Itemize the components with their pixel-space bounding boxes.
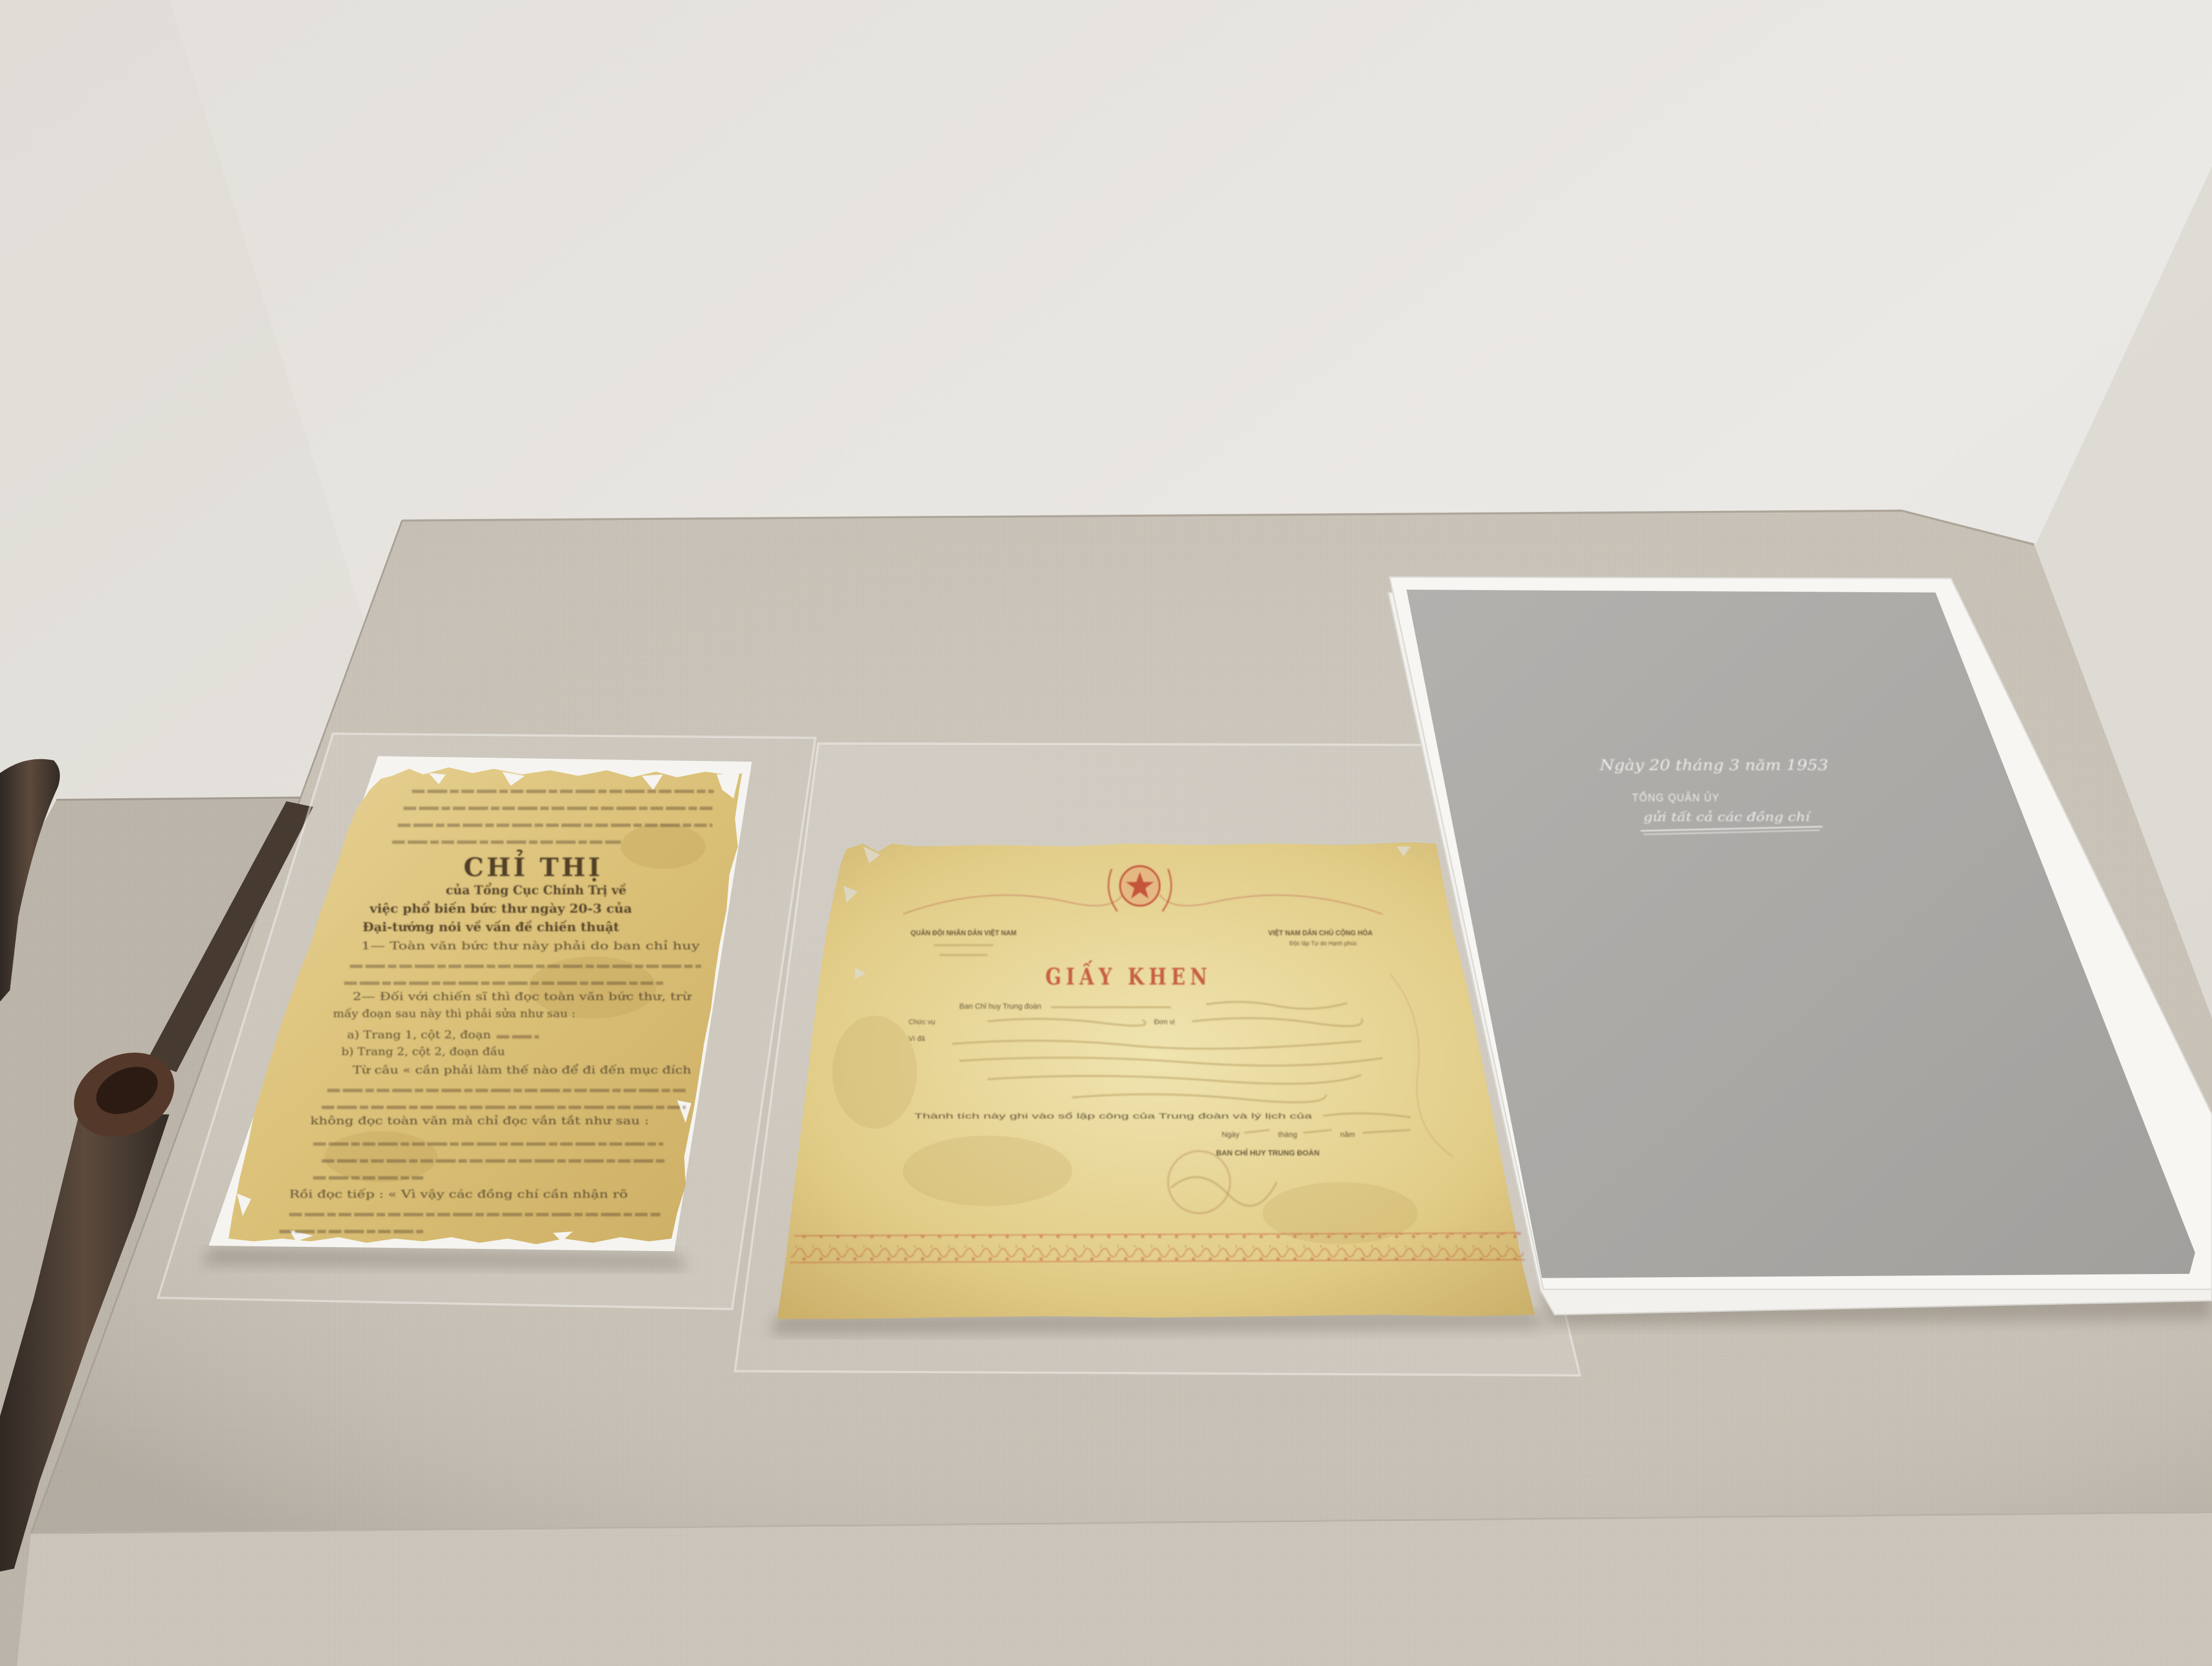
directive-body-line: mấy đoạn sau này thì phải sửa như sau : <box>333 1007 576 1020</box>
certificate-date-label: Ngày <box>1221 1130 1240 1139</box>
letter-date: Ngày 20 tháng 3 năm 1953 <box>1599 757 1829 774</box>
certificate-issuer-line: Ban Chỉ huy Trung đoàn <box>959 1001 1041 1010</box>
certificate-date-label: năm <box>1340 1130 1355 1139</box>
certificate-signature-block: BAN CHỈ HUY TRUNG ĐOÀN <box>1216 1148 1320 1157</box>
certificate-motto: Độc lập Tự do Hạnh phúc <box>1289 940 1358 947</box>
certificate-record-line: Thành tích này ghi vào sổ lập công của Trung đoàn và lý lịch của <box>914 1111 1313 1120</box>
directive-body-line: Từ câu « cần phải làm thế nào để đi đến mục đích <box>352 1063 691 1077</box>
directive-body-line: b) Trang 2, cột 2, đoạn đầu <box>341 1045 505 1058</box>
certificate-header-left: QUÂN ĐỘI NHÂN DÂN VIỆT NAM <box>910 929 1017 937</box>
directive-title: CHỈ THỊ <box>464 853 603 883</box>
certificate-title: GIẤY KHEN <box>1045 963 1246 990</box>
directive-body-line: 2— Đối với chiến sĩ thì đọc toàn văn bức thư, trừ <box>352 990 693 1003</box>
certificate-field-label: Đơn vị <box>1154 1017 1175 1026</box>
directive-body-line: a) Trang 1, cột 2, đoạn <box>347 1028 491 1041</box>
directive-subtitle-line: việc phổ biến bức thư ngày 20-3 của <box>369 901 616 916</box>
certificate-header-right: VIỆT NAM DÂN CHỦ CỘNG HÒA <box>1268 929 1373 937</box>
directive-body-line: không đọc toàn văn mà chỉ đọc vắn tắt như sau : <box>310 1114 649 1127</box>
letter-addressee: gửi tất cả các đồng chí <box>1643 810 1812 824</box>
directive-subtitle-line: của Tổng Cục Chính Trị về <box>446 883 626 898</box>
certificate-field-label: Chức vụ <box>908 1017 935 1026</box>
letter-sender: TỔNG QUÂN ỦY <box>1632 792 1727 804</box>
certificate-field-label: Vì đã <box>908 1034 925 1043</box>
directive-body-line: Rồi đọc tiếp : « Vì vậy các đồng chí cần nhận rõ <box>289 1188 628 1201</box>
certificate-date-label: tháng <box>1278 1130 1297 1139</box>
directive-subtitle-line: Đại-tướng nói về vấn đề chiến thuật <box>362 920 620 934</box>
certificate-bottom-border <box>790 1233 1525 1263</box>
directive-body-line: 1— Toàn văn bức thư này phải do ban chỉ huy <box>361 939 700 952</box>
